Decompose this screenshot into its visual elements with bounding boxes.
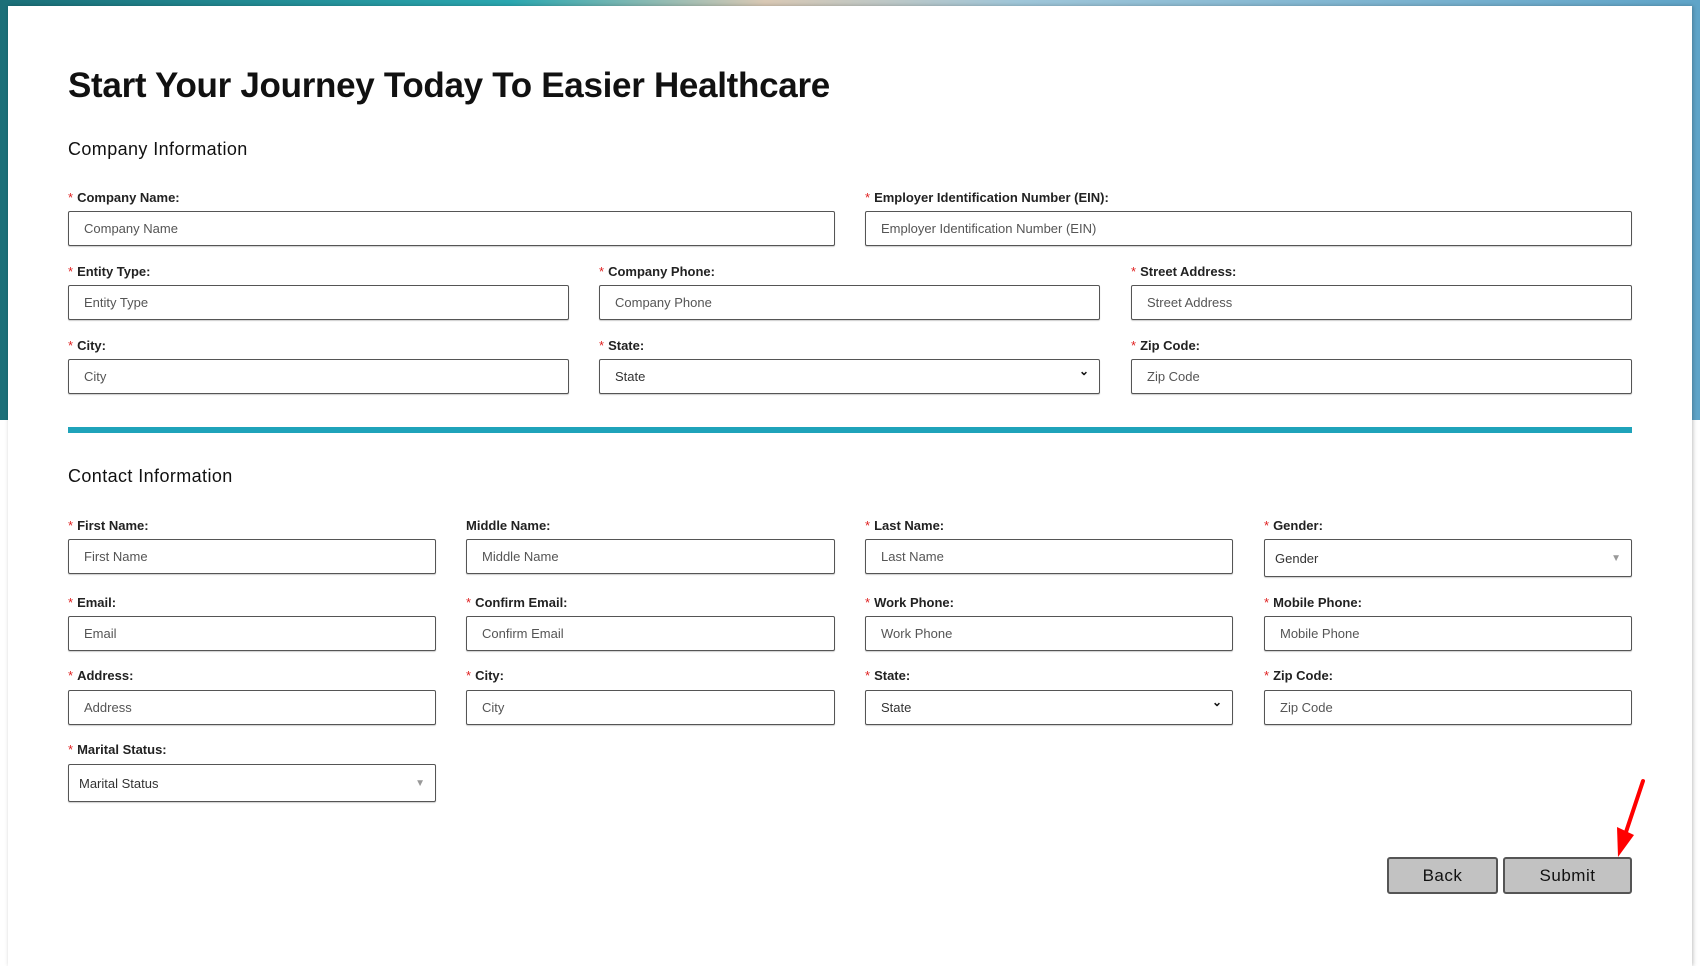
chevron-down-icon: ▼ — [1611, 552, 1621, 564]
contact-middle-name-input[interactable] — [466, 539, 835, 574]
company-company-phone-input[interactable] — [599, 285, 1100, 320]
contact-zip-code-input[interactable] — [1264, 690, 1632, 725]
required-mark: * — [1131, 264, 1137, 279]
required-mark: * — [865, 190, 871, 205]
back-button[interactable]: Back — [1387, 857, 1498, 894]
page-title: Start Your Journey Today To Easier Healthcare — [68, 66, 830, 105]
company-state-select[interactable] — [599, 359, 1100, 394]
select-value: State — [881, 700, 912, 715]
required-mark: * — [599, 338, 605, 353]
chevron-down-icon: ▼ — [415, 777, 425, 789]
label-text: Work Phone: — [874, 595, 954, 610]
label-text: Zip Code: — [1140, 338, 1200, 353]
company-state-label — [599, 338, 644, 353]
required-mark: * — [865, 595, 871, 610]
contact-email-input[interactable] — [68, 616, 436, 651]
contact-last-name-input[interactable] — [865, 539, 1233, 574]
contact-work-phone-label — [865, 595, 954, 610]
contact-gender-select[interactable] — [1264, 539, 1632, 577]
label-text: Zip Code: — [1273, 668, 1333, 683]
required-mark: * — [1264, 595, 1270, 610]
label-text: First Name: — [77, 518, 149, 533]
contact-middle-name-label — [466, 518, 551, 533]
contact-state-label — [865, 668, 910, 683]
contact-mobile-phone-input[interactable] — [1264, 616, 1632, 651]
company-city-label — [68, 338, 106, 353]
contact-mobile-phone-label — [1264, 595, 1362, 610]
label-text: State: — [874, 668, 911, 683]
label-text: Mobile Phone: — [1273, 595, 1362, 610]
contact-confirm-email-label — [466, 595, 568, 610]
contact-last-name-label — [865, 518, 944, 533]
company-company-phone-label — [599, 264, 715, 279]
contact-gender-label — [1264, 518, 1323, 533]
company-zip-code-label — [1131, 338, 1200, 353]
required-mark: * — [68, 742, 74, 757]
label-text: State: — [608, 338, 645, 353]
label-text: Email: — [77, 595, 117, 610]
section-divider — [68, 427, 1632, 433]
contact-marital-status-label — [68, 742, 167, 757]
contact-first-name-input[interactable] — [68, 539, 436, 574]
required-mark: * — [466, 668, 472, 683]
required-mark: * — [466, 595, 472, 610]
required-mark: * — [68, 518, 74, 533]
contact-confirm-email-input[interactable] — [466, 616, 835, 651]
contact-work-phone-input[interactable] — [865, 616, 1233, 651]
company-entity-type-input[interactable] — [68, 285, 569, 320]
select-value: Gender — [1275, 550, 1319, 566]
company-city-input[interactable] — [68, 359, 569, 394]
label-text: Company Phone: — [608, 264, 715, 279]
label-text: Marital Status: — [77, 742, 167, 757]
contact-city-label — [466, 668, 504, 683]
company-street-address-label — [1131, 264, 1236, 279]
required-mark: * — [68, 264, 74, 279]
required-mark: * — [599, 264, 605, 279]
contact-zip-code-label — [1264, 668, 1333, 683]
company-entity-type-label — [68, 264, 151, 279]
select-value: Marital Status — [79, 775, 159, 791]
company-employer-identification-number-ein-label — [865, 190, 1109, 205]
label-text: Gender: — [1273, 518, 1323, 533]
required-mark: * — [68, 668, 74, 683]
required-mark: * — [1131, 338, 1137, 353]
required-mark: * — [68, 338, 74, 353]
label-text: Company Name: — [77, 190, 180, 205]
label-text: Address: — [77, 668, 134, 683]
required-mark: * — [1264, 518, 1270, 533]
required-mark: * — [68, 190, 74, 205]
annotation-arrow-icon — [1600, 775, 1660, 865]
form-card — [8, 6, 1692, 966]
contact-section-heading: Contact Information — [68, 466, 233, 486]
required-mark: * — [865, 668, 871, 683]
label-text: Entity Type: — [77, 264, 151, 279]
required-mark: * — [1264, 668, 1270, 683]
contact-email-label — [68, 595, 116, 610]
company-employer-identification-number-ein-input[interactable] — [865, 211, 1632, 246]
contact-state-select[interactable] — [865, 690, 1233, 725]
company-street-address-input[interactable] — [1131, 285, 1632, 320]
company-company-name-input[interactable] — [68, 211, 835, 246]
contact-first-name-label — [68, 518, 149, 533]
company-zip-code-input[interactable] — [1131, 359, 1632, 394]
label-text: Last Name: — [874, 518, 945, 533]
chevron-down-icon: ⌄ — [1078, 364, 1089, 378]
company-company-name-label — [68, 190, 180, 205]
contact-address-input[interactable] — [68, 690, 436, 725]
label-text: City: — [475, 668, 504, 683]
label-text: Middle Name: — [466, 518, 551, 533]
contact-marital-status-select[interactable] — [68, 764, 436, 802]
contact-city-input[interactable] — [466, 690, 835, 725]
label-text: Employer Identification Number (EIN): — [874, 190, 1109, 205]
required-mark: * — [68, 595, 74, 610]
required-mark: * — [865, 518, 871, 533]
label-text: Confirm Email: — [475, 595, 568, 610]
submit-button[interactable]: Submit — [1503, 857, 1632, 894]
label-text: Street Address: — [1140, 264, 1237, 279]
label-text: City: — [77, 338, 106, 353]
chevron-down-icon: ⌄ — [1211, 695, 1222, 709]
company-section-heading: Company Information — [68, 139, 248, 159]
contact-address-label — [68, 668, 133, 683]
select-value: State — [615, 369, 646, 384]
